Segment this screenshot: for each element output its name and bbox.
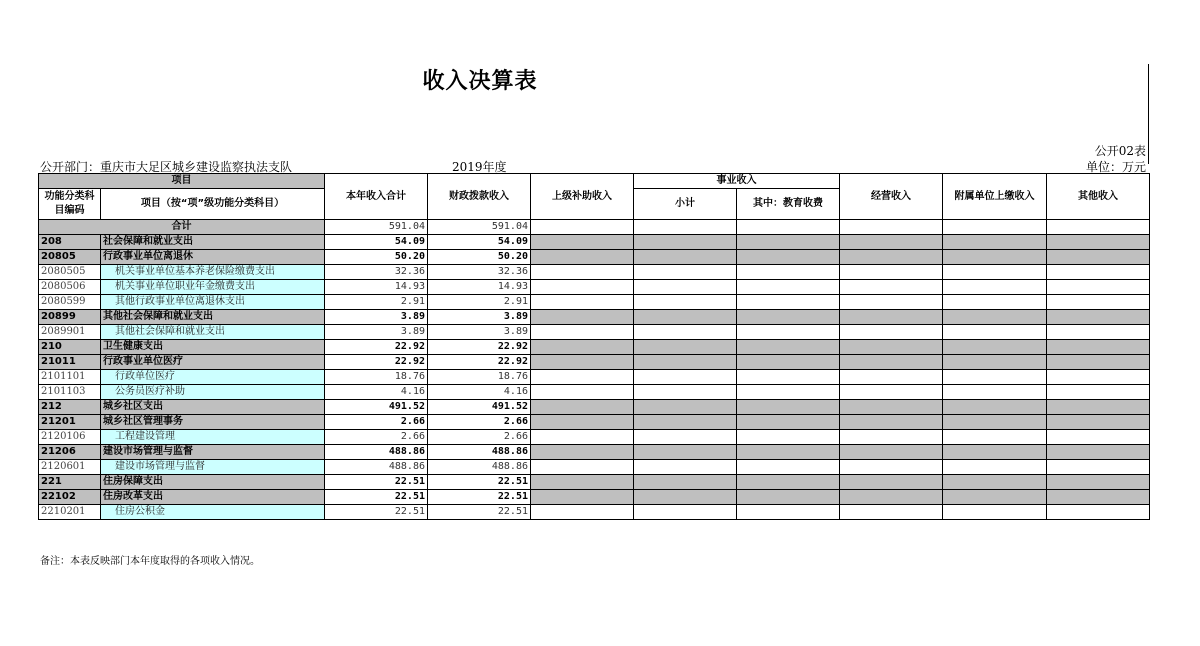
empty-cell	[1047, 295, 1150, 310]
row-fiscal: 14.93	[428, 280, 531, 295]
row-code: 212	[39, 400, 101, 415]
row-name: 社会保障和就业支出	[101, 235, 325, 250]
row-total-income: 488.86	[325, 460, 428, 475]
row-total-income: 491.52	[325, 400, 428, 415]
empty-cell	[943, 505, 1047, 520]
row-fiscal: 2.66	[428, 415, 531, 430]
page-right-rule	[1148, 64, 1149, 164]
empty-cell	[737, 265, 840, 280]
empty-cell	[840, 250, 943, 265]
empty-cell	[840, 490, 943, 505]
empty-cell	[1047, 460, 1150, 475]
empty-cell	[943, 265, 1047, 280]
row-code: 2101103	[39, 385, 101, 400]
empty-cell	[943, 280, 1047, 295]
empty-cell	[737, 385, 840, 400]
row-name: 其他社会保障和就业支出	[101, 310, 325, 325]
empty-cell	[634, 355, 737, 370]
empty-cell	[737, 445, 840, 460]
header-subtotal: 小计	[634, 189, 737, 220]
row-fiscal: 2.66	[428, 430, 531, 445]
empty-cell	[1047, 445, 1150, 460]
empty-cell	[531, 355, 634, 370]
row-total-income: 22.92	[325, 355, 428, 370]
row-code: 2210201	[39, 505, 101, 520]
row-code: 221	[39, 475, 101, 490]
empty-cell	[531, 385, 634, 400]
row-fiscal: 3.89	[428, 325, 531, 340]
empty-cell	[531, 295, 634, 310]
empty-cell	[840, 460, 943, 475]
empty-cell	[1047, 355, 1150, 370]
row-code: 2080599	[39, 295, 101, 310]
row-total-income: 488.86	[325, 445, 428, 460]
footnote: 备注：本表反映部门本年度取得的各项收入情况。	[40, 556, 260, 567]
empty-cell	[1047, 415, 1150, 430]
total-row	[39, 220, 1150, 235]
empty-cell	[634, 460, 737, 475]
empty-cell	[634, 430, 737, 445]
empty-cell	[531, 325, 634, 340]
empty-cell	[840, 370, 943, 385]
empty-cell	[531, 250, 634, 265]
empty-cell	[737, 325, 840, 340]
row-code: 22102	[39, 490, 101, 505]
total-income-value: 591.04	[325, 220, 428, 235]
row-fiscal: 4.16	[428, 385, 531, 400]
empty-cell	[531, 490, 634, 505]
table-row	[39, 475, 1150, 490]
empty-cell	[634, 490, 737, 505]
total-label: 合计	[39, 220, 325, 235]
header-affiliated-income: 附属单位上缴收入	[943, 174, 1047, 220]
empty-cell	[840, 505, 943, 520]
empty-cell	[1047, 325, 1150, 340]
empty-cell	[1047, 310, 1150, 325]
empty-cell	[634, 325, 737, 340]
row-fiscal: 22.51	[428, 490, 531, 505]
empty-cell	[531, 280, 634, 295]
empty-cell	[634, 385, 737, 400]
row-fiscal: 488.86	[428, 460, 531, 475]
empty-cell	[943, 355, 1047, 370]
empty-cell	[1047, 475, 1150, 490]
empty-cell	[737, 400, 840, 415]
empty-cell	[943, 370, 1047, 385]
empty-cell	[1047, 385, 1150, 400]
header-business-income: 事业收入	[634, 174, 840, 189]
empty-cell	[737, 490, 840, 505]
row-code: 20899	[39, 310, 101, 325]
empty-cell	[840, 265, 943, 280]
empty-cell	[737, 235, 840, 250]
empty-cell	[634, 505, 737, 520]
empty-cell	[943, 325, 1047, 340]
row-name: 工程建设管理	[101, 430, 325, 445]
row-code: 20805	[39, 250, 101, 265]
row-name: 城乡社区管理事务	[101, 415, 325, 430]
row-total-income: 54.09	[325, 235, 428, 250]
row-total-income: 50.20	[325, 250, 428, 265]
empty-cell	[943, 490, 1047, 505]
row-code: 21206	[39, 445, 101, 460]
empty-cell	[840, 280, 943, 295]
row-code: 2120601	[39, 460, 101, 475]
table-row	[39, 280, 1150, 295]
row-name: 其他社会保障和就业支出	[101, 325, 325, 340]
row-total-income: 14.93	[325, 280, 428, 295]
row-fiscal: 3.89	[428, 310, 531, 325]
row-fiscal: 491.52	[428, 400, 531, 415]
empty-cell	[943, 235, 1047, 250]
row-fiscal: 22.92	[428, 340, 531, 355]
empty-cell	[840, 400, 943, 415]
table-body	[39, 220, 1150, 520]
empty-cell	[531, 475, 634, 490]
row-fiscal: 54.09	[428, 235, 531, 250]
empty-cell	[840, 325, 943, 340]
empty-cell	[634, 370, 737, 385]
row-name: 行政事业单位医疗	[101, 355, 325, 370]
empty-cell	[634, 445, 737, 460]
empty-cell	[840, 430, 943, 445]
empty-cell	[840, 445, 943, 460]
empty-cell	[531, 310, 634, 325]
empty-cell	[840, 235, 943, 250]
table-row	[39, 505, 1150, 520]
empty-cell	[943, 250, 1047, 265]
department-label: 公开部门：重庆市大足区城乡建设监察执法支队	[40, 160, 293, 174]
empty-cell	[1047, 400, 1150, 415]
empty-cell	[1047, 235, 1150, 250]
empty-cell	[840, 340, 943, 355]
empty-cell	[1047, 280, 1150, 295]
row-fiscal: 488.86	[428, 445, 531, 460]
row-fiscal: 22.51	[428, 475, 531, 490]
empty-cell	[943, 385, 1047, 400]
empty-cell	[840, 475, 943, 490]
row-code: 2089901	[39, 325, 101, 340]
empty-cell	[737, 430, 840, 445]
row-total-income: 2.91	[325, 295, 428, 310]
empty-cell	[1047, 340, 1150, 355]
table-row	[39, 430, 1150, 445]
empty-cell	[840, 220, 943, 235]
empty-cell	[737, 475, 840, 490]
table-row	[39, 265, 1150, 280]
empty-cell	[531, 340, 634, 355]
empty-cell	[737, 355, 840, 370]
empty-cell	[737, 220, 840, 235]
empty-cell	[943, 475, 1047, 490]
row-code: 2101101	[39, 370, 101, 385]
empty-cell	[943, 415, 1047, 430]
form-number: 公开02表	[1094, 144, 1146, 158]
row-name: 住房改革支出	[101, 490, 325, 505]
header-code: 功能分类科目编码	[39, 189, 101, 220]
row-total-income: 2.66	[325, 415, 428, 430]
empty-cell	[634, 340, 737, 355]
empty-cell	[943, 310, 1047, 325]
header-fiscal-appropriation: 财政拨款收入	[428, 174, 531, 220]
row-total-income: 18.76	[325, 370, 428, 385]
table-row	[39, 370, 1150, 385]
row-total-income: 32.36	[325, 265, 428, 280]
empty-cell	[634, 475, 737, 490]
row-name: 建设市场管理与监督	[101, 460, 325, 475]
table-row	[39, 445, 1150, 460]
table-row	[39, 250, 1150, 265]
empty-cell	[531, 220, 634, 235]
empty-cell	[737, 340, 840, 355]
empty-cell	[531, 460, 634, 475]
empty-cell	[737, 370, 840, 385]
empty-cell	[634, 415, 737, 430]
income-table	[38, 173, 1150, 520]
empty-cell	[943, 400, 1047, 415]
empty-cell	[531, 505, 634, 520]
row-code: 21201	[39, 415, 101, 430]
table-row	[39, 490, 1150, 505]
empty-cell	[1047, 430, 1150, 445]
empty-cell	[531, 370, 634, 385]
header-name: 项目（按“项”级功能分类科目）	[101, 189, 325, 220]
unit-label: 单位：万元	[1085, 160, 1146, 174]
row-name: 城乡社区支出	[101, 400, 325, 415]
table-row	[39, 325, 1150, 340]
header-operating-income: 经营收入	[840, 174, 943, 220]
empty-cell	[840, 355, 943, 370]
row-fiscal: 50.20	[428, 250, 531, 265]
row-name: 其他行政事业单位离退休支出	[101, 295, 325, 310]
row-total-income: 3.89	[325, 325, 428, 340]
empty-cell	[634, 250, 737, 265]
row-code: 210	[39, 340, 101, 355]
table-row	[39, 385, 1150, 400]
empty-cell	[531, 265, 634, 280]
page-title: 收入决算表	[422, 69, 538, 94]
row-total-income: 2.66	[325, 430, 428, 445]
row-name: 住房保障支出	[101, 475, 325, 490]
empty-cell	[1047, 490, 1150, 505]
row-code: 2120106	[39, 430, 101, 445]
row-total-income: 22.92	[325, 340, 428, 355]
table-row	[39, 235, 1150, 250]
empty-cell	[737, 250, 840, 265]
row-code: 2080505	[39, 265, 101, 280]
row-fiscal: 2.91	[428, 295, 531, 310]
empty-cell	[1047, 370, 1150, 385]
empty-cell	[1047, 265, 1150, 280]
year-label: 2019年度	[452, 160, 507, 174]
empty-cell	[531, 400, 634, 415]
empty-cell	[737, 415, 840, 430]
row-name: 公务员医疗补助	[101, 385, 325, 400]
empty-cell	[737, 295, 840, 310]
empty-cell	[634, 400, 737, 415]
table-row	[39, 355, 1150, 370]
empty-cell	[943, 430, 1047, 445]
row-code: 208	[39, 235, 101, 250]
empty-cell	[737, 310, 840, 325]
row-name: 机关事业单位基本养老保险缴费支出	[101, 265, 325, 280]
empty-cell	[531, 415, 634, 430]
empty-cell	[943, 295, 1047, 310]
table-row	[39, 310, 1150, 325]
header-total-income: 本年收入合计	[325, 174, 428, 220]
row-name: 卫生健康支出	[101, 340, 325, 355]
row-total-income: 22.51	[325, 490, 428, 505]
empty-cell	[943, 340, 1047, 355]
empty-cell	[943, 460, 1047, 475]
table-row	[39, 460, 1150, 475]
empty-cell	[737, 505, 840, 520]
empty-cell	[634, 235, 737, 250]
empty-cell	[531, 445, 634, 460]
header-education-fee: 其中：教育收费	[737, 189, 840, 220]
empty-cell	[1047, 250, 1150, 265]
row-total-income: 4.16	[325, 385, 428, 400]
row-fiscal: 22.51	[428, 505, 531, 520]
row-name: 住房公积金	[101, 505, 325, 520]
empty-cell	[840, 415, 943, 430]
row-name: 机关事业单位职业年金缴费支出	[101, 280, 325, 295]
row-total-income: 3.89	[325, 310, 428, 325]
row-total-income: 22.51	[325, 505, 428, 520]
row-name: 建设市场管理与监督	[101, 445, 325, 460]
row-name: 行政事业单位离退休	[101, 250, 325, 265]
total-fiscal-value: 591.04	[428, 220, 531, 235]
header-other-income: 其他收入	[1047, 174, 1150, 220]
header-item: 项目	[39, 174, 325, 189]
empty-cell	[737, 280, 840, 295]
row-code: 21011	[39, 355, 101, 370]
row-total-income: 22.51	[325, 475, 428, 490]
empty-cell	[634, 220, 737, 235]
row-fiscal: 22.92	[428, 355, 531, 370]
row-fiscal: 32.36	[428, 265, 531, 280]
empty-cell	[1047, 505, 1150, 520]
empty-cell	[943, 445, 1047, 460]
table-row	[39, 340, 1150, 355]
empty-cell	[634, 295, 737, 310]
empty-cell	[634, 280, 737, 295]
empty-cell	[943, 220, 1047, 235]
empty-cell	[531, 430, 634, 445]
row-name: 行政单位医疗	[101, 370, 325, 385]
empty-cell	[840, 295, 943, 310]
empty-cell	[840, 310, 943, 325]
table-row	[39, 295, 1150, 310]
table-row	[39, 400, 1150, 415]
empty-cell	[531, 235, 634, 250]
empty-cell	[634, 265, 737, 280]
empty-cell	[634, 310, 737, 325]
row-fiscal: 18.76	[428, 370, 531, 385]
row-code: 2080506	[39, 280, 101, 295]
empty-cell	[840, 385, 943, 400]
empty-cell	[737, 460, 840, 475]
empty-cell	[1047, 220, 1150, 235]
table-row	[39, 415, 1150, 430]
header-superior-subsidy: 上级补助收入	[531, 174, 634, 220]
